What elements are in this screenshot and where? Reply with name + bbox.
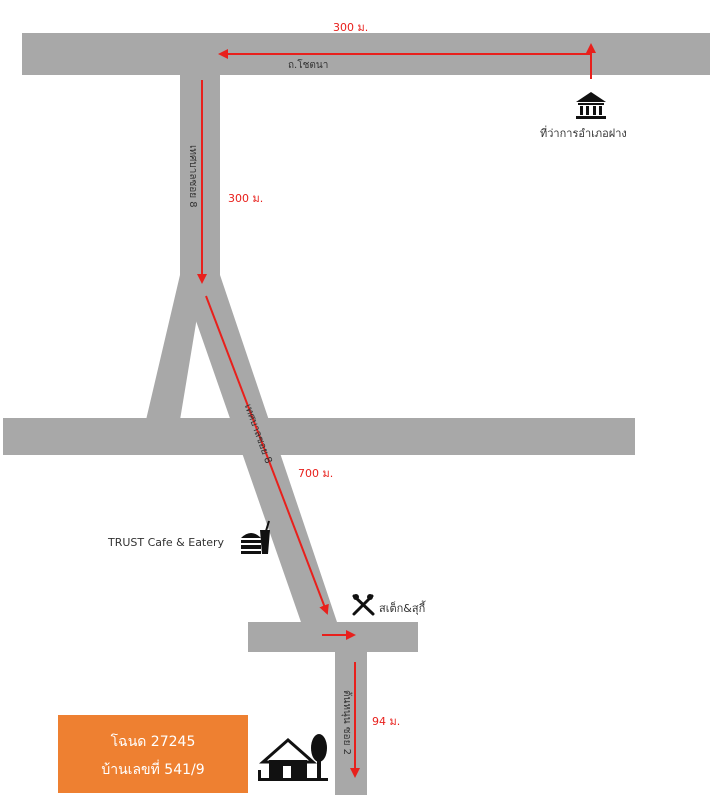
distance-label-vertical: 300 ม. [228, 192, 264, 205]
distance-label-top: 300 ม. [333, 21, 369, 34]
cafe-label: TRUST Cafe & Eatery [108, 536, 225, 549]
deed-number: โฉนด 27245 [110, 734, 196, 750]
road-label-chotana: ถ.โชตนา [288, 60, 329, 71]
middle-road [3, 418, 635, 455]
district-office-label: ที่ว่าการอำเภอฝาง [540, 127, 627, 140]
fork-knife-icon [353, 594, 373, 614]
house-number: บ้านเลขที่ 541/9 [101, 762, 205, 778]
distance-label-final: 94 ม. [372, 715, 401, 728]
restaurant-label: สเต็ก&สุกี้ [379, 602, 426, 615]
deed-info-box [58, 715, 248, 793]
road-label-soi8-lower: เทศบาลซอย 8 [241, 402, 274, 466]
lower-road [248, 622, 418, 652]
road-label-soi2: ต้นหนุน ซอย 2 [341, 690, 352, 755]
house-tree-icon [258, 734, 328, 781]
road-label-soi8-upper: เทศบาลซอย 8 [187, 145, 198, 208]
government-building-icon [576, 92, 606, 119]
distance-label-diagonal: 700 ม. [298, 467, 334, 480]
burger-drink-icon [241, 521, 270, 554]
